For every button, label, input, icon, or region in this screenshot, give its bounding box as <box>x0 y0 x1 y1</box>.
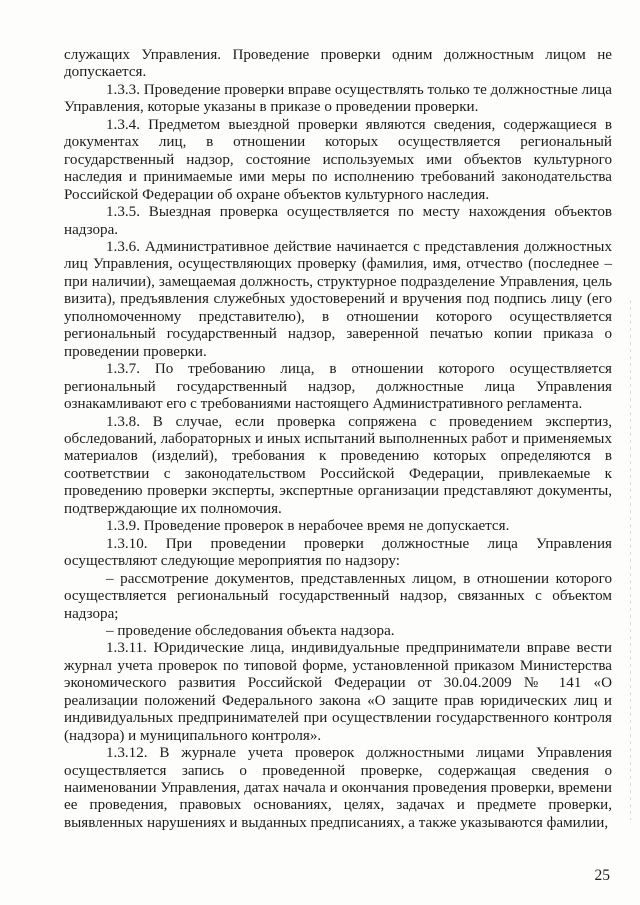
paragraph: 1.3.5. Выездная проверка осуществляется по месту нахождения объектов надзора. <box>64 204 612 238</box>
paragraph: 1.3.8. В случае, если проверка сопряжена с проведением экспертиз, обследований, лабораторных и иных испытаний выполненных работ и применяемых материалов (изделий), требования к проведению которых определяются в соответствии с законодательством Российской Федерации, привлекаемые к проведению проверки эксперты, экспертные организации представляют документы, подтверждающие их полномочия. <box>64 413 612 517</box>
page-number: 25 <box>594 867 610 884</box>
paragraph: 1.3.12. В журнале учета проверок должностными лицами Управления осуществляется запись о проведенной проверке, содержащая сведения о наименовании Управления, датах начала и окончания проведения проверки, времени ее проведения, правовых основаниях, целях, задачах и предмете проверки, выявленных нарушениях и выданных предписаниях, а также указываются фамилии, <box>64 745 612 831</box>
paragraph: 1.3.7. По требованию лица, в отношении которого осуществляется региональный государственный надзор, должностные лица Управления ознакамливают его с требованиями настоящего Административного регламента. <box>64 361 612 413</box>
list-item: – рассмотрение документов, представленных лицом, в отношении которого осуществляется региональный государственный надзор, связанных с объектом надзора; <box>64 570 612 622</box>
paragraph: 1.3.3. Проведение проверки вправе осуществлять только те должностные лица Управления, которые указаны в приказе о проведении проверки. <box>64 81 612 116</box>
paragraph: 1.3.6. Административное действие начинается с представления должностных лиц Управления, осуществляющих проверку (фамилия, имя, отчество (последнее – при наличии), замещаемая должность, структурное подразделение Управления, цель визита), предъявления служебных удостоверений и вручения под подпись лицу (его уполномоченному представителю), в отношении которого осуществляется региональный государственный надзор, заверенной печатью копии приказа о проведении проверки. <box>64 238 612 360</box>
paragraph: 1.3.4. Предметом выездной проверки являются сведения, содержащиеся в документах лиц, в отношении которых осуществляется региональный государственный надзор, состояние используемых ими объектов культурного наследия и принимаемые ими меры по исполнению требований законодательства Российской Федерации об охране объектов культурного наследия. <box>64 116 612 203</box>
paragraph: служащих Управления. Проведение проверки одним должностным лицом не допускается. <box>64 47 612 81</box>
paragraph: 1.3.10. При проведении проверки должностные лица Управления осуществляют следующие мероприятия по надзору: <box>64 535 612 570</box>
list-item: – проведение обследования объекта надзора. <box>106 622 395 639</box>
paragraph: 1.3.11. Юридические лица, индивидуальные предприниматели вправе вести журнал учета проверок по типовой форме, установленной приказом Министерства экономического развития Российской Федерации от 30.04.2009 № 141 «О реализации положений Федерального закона «О защите прав юридических лиц и индивидуальных предпринимателей при осуществлении государственного контроля (надзора) и муниципального контроля». <box>64 640 612 744</box>
paragraph: 1.3.9. Проведение проверок в нерабочее время не допускается. <box>106 518 510 535</box>
scan-edge-mark <box>630 300 631 820</box>
document-body <box>64 47 612 832</box>
